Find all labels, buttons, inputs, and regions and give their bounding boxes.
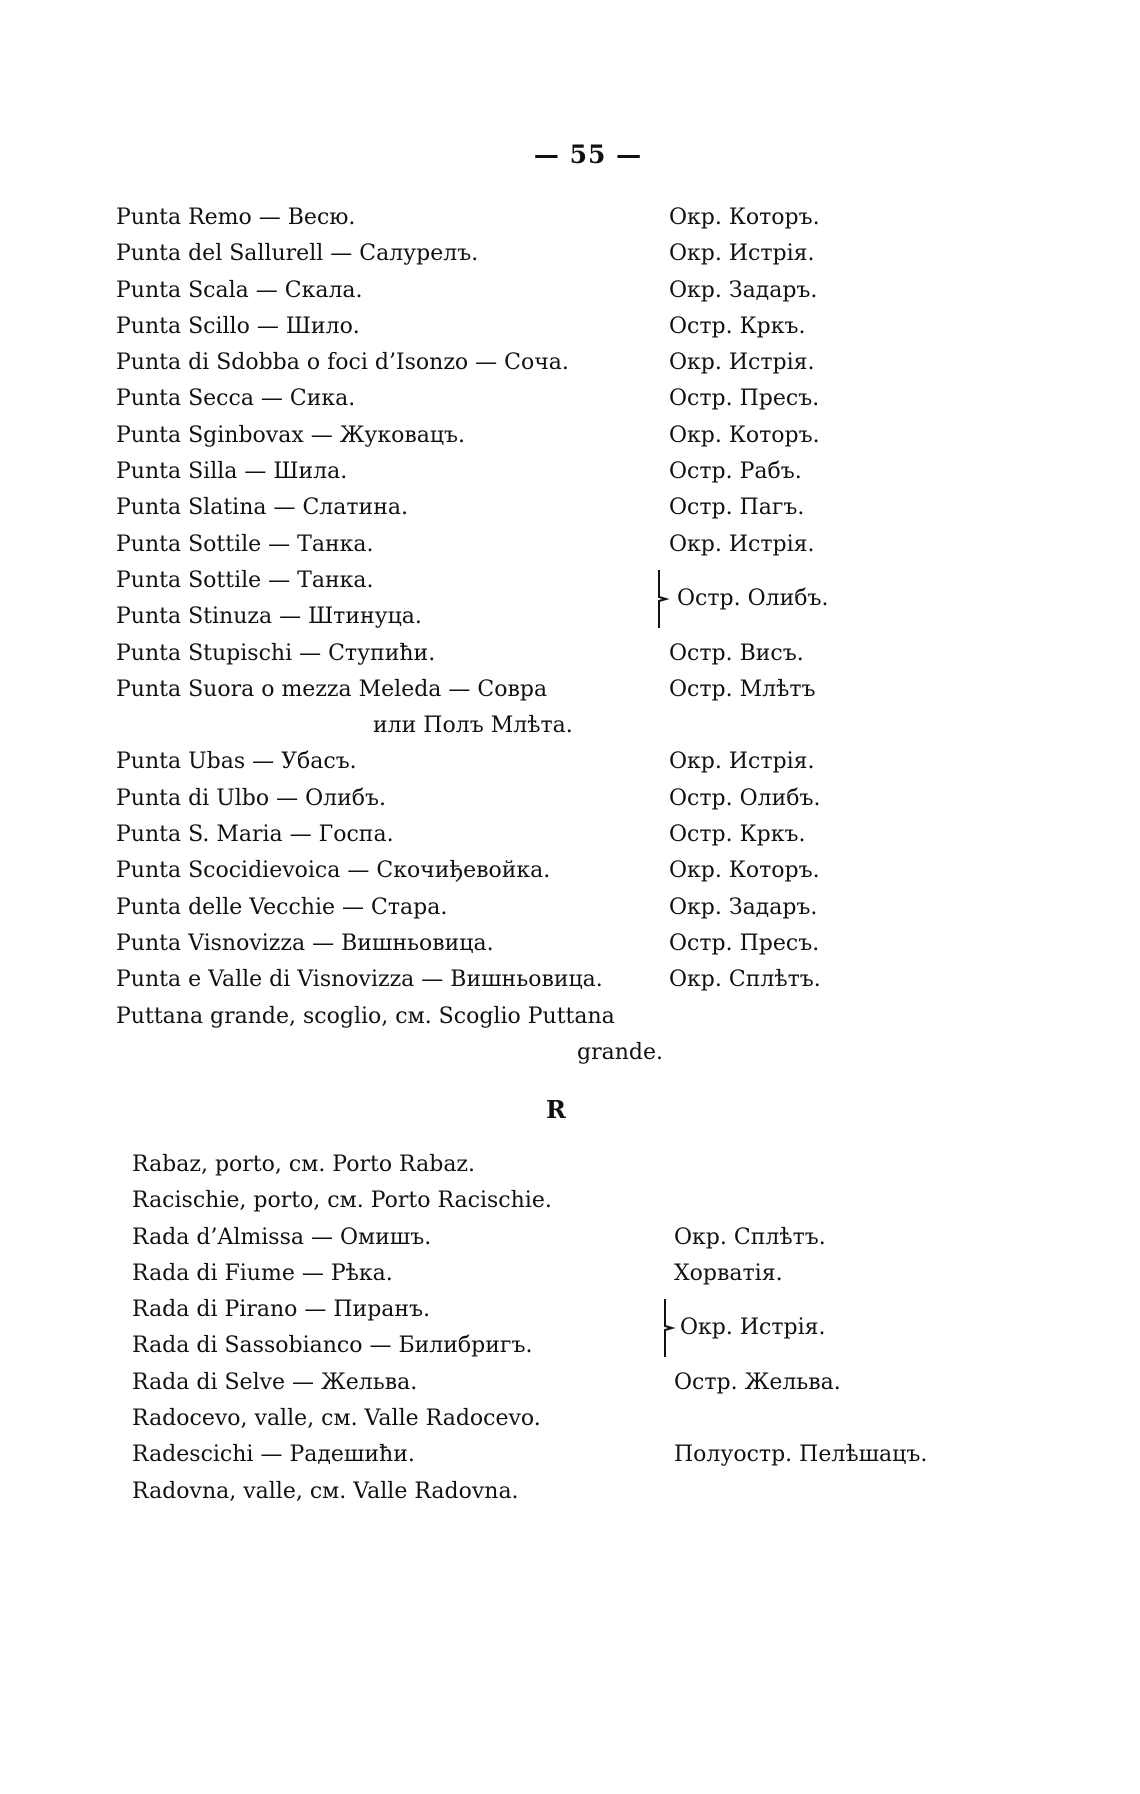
entry-name: Punta Sginbovax — Жуковацъ. xyxy=(116,422,466,448)
entry-name: Radovna, valle, см. Valle Radovna. xyxy=(132,1478,519,1504)
page-number: — 55 — xyxy=(533,140,643,169)
list-item xyxy=(132,1474,992,1510)
entry-name: Punta S. Maria — Госпа. xyxy=(116,822,394,848)
entry-region: Остр. Кркъ. xyxy=(669,822,806,848)
list-item xyxy=(116,999,976,1035)
entry-continuation: или Полъ Млѣта. xyxy=(373,713,573,739)
list-item xyxy=(116,926,976,962)
entry-continuation: grande. xyxy=(577,1039,663,1065)
entry-region: Полуостр. Пелѣшацъ. xyxy=(674,1442,928,1468)
entry-region: Остр. Олибъ. xyxy=(669,785,821,811)
entry-name: Punta Remo — Весю. xyxy=(116,205,356,230)
entry-region: Остр. Пагъ. xyxy=(669,495,805,521)
entry-name: Puttana grande, scoglio, см. Scoglio Puttana xyxy=(116,1003,615,1029)
entry-region: Окр. Которъ. xyxy=(669,422,820,448)
entry-name: Punta delle Vecchie — Стара. xyxy=(116,894,448,920)
entry-region: Окр. Которъ. xyxy=(669,205,820,230)
entry-name: Punta del Sallurell — Салурелъ. xyxy=(116,241,479,267)
list-item xyxy=(132,1292,992,1328)
entry-name: Rada di Fiume — Рѣка. xyxy=(132,1260,393,1286)
list-item xyxy=(116,381,976,417)
list-item xyxy=(116,599,976,635)
entry-region: Остр. Жельва. xyxy=(674,1369,841,1395)
entry-name: Punta e Valle di Visnovizza — Вишньовица. xyxy=(116,967,603,993)
entry-region: Окр. Истрія. xyxy=(669,749,815,775)
entry-region: Остр. Олибъ. xyxy=(677,585,829,611)
list-item xyxy=(116,636,976,672)
entry-name: Punta di Ulbo — Олибъ. xyxy=(116,785,387,811)
entry-region: Хорватія. xyxy=(674,1260,783,1286)
entry-name: Punta Secca — Сика. xyxy=(116,386,356,412)
entry-name: Rada d’Almissa — Омишъ. xyxy=(132,1224,432,1250)
entry-name: Rada di Selve — Жельва. xyxy=(132,1369,418,1395)
entry-region: Окр. Истрія. xyxy=(669,350,815,376)
list-item xyxy=(116,853,976,889)
entry-name: Punta Scala — Скала. xyxy=(116,277,363,303)
continuation-line xyxy=(116,708,976,744)
list-item xyxy=(116,454,976,490)
entry-region: Остр. Пресъ. xyxy=(669,930,820,956)
list-item xyxy=(132,1220,992,1256)
list-item xyxy=(116,200,976,236)
entry-region: Окр. Сплѣтъ. xyxy=(674,1224,826,1250)
list-item xyxy=(132,1401,992,1437)
list-item xyxy=(116,744,976,780)
entry-name: Punta Visnovizza — Вишньовица. xyxy=(116,930,494,956)
entry-region: Остр. Пресъ. xyxy=(669,386,820,412)
entry-region: Остр. Висъ. xyxy=(669,640,804,666)
list-item xyxy=(116,273,976,309)
entry-name: Rada di Pirano — Пиранъ. xyxy=(132,1297,431,1323)
entry-name: Punta Scillo — Шило. xyxy=(116,313,360,339)
entry-name: Punta di Sdobba o foci d’Isonzo — Соча. xyxy=(116,350,569,376)
list-item xyxy=(116,890,976,926)
entry-name: Radocevo, valle, см. Valle Radocevo. xyxy=(132,1406,541,1432)
list-item xyxy=(132,1328,992,1364)
list-item xyxy=(116,563,976,599)
list-item xyxy=(132,1256,992,1292)
entry-name: Punta Sottile — Танка. xyxy=(116,567,374,593)
list-item xyxy=(116,527,976,563)
entry-region: Остр. Рабъ. xyxy=(669,459,802,485)
list-item xyxy=(116,418,976,454)
entry-name: Punta Suora o mezza Meleda — Совра xyxy=(116,676,548,702)
entry-name: Punta Silla — Шила. xyxy=(116,459,348,485)
list-item xyxy=(116,236,976,272)
entry-name: Punta Ubas — Убасъ. xyxy=(116,749,357,775)
section-r-entries xyxy=(132,1147,992,1510)
list-item xyxy=(116,781,976,817)
entry-region: Окр. Истрія. xyxy=(680,1315,826,1341)
entry-region: Окр. Задаръ. xyxy=(669,277,818,303)
entry-name: Punta Sottile — Танка. xyxy=(116,531,374,557)
entry-name: Rabaz, porto, см. Porto Rabaz. xyxy=(132,1152,476,1177)
list-item xyxy=(116,490,976,526)
list-item xyxy=(116,309,976,345)
list-item xyxy=(116,672,976,708)
continuation-line xyxy=(116,1035,976,1071)
entry-region: Остр. Млѣтъ xyxy=(669,676,816,702)
entry-name: Punta Stinuza — Штинуца. xyxy=(116,604,422,630)
section-heading: R xyxy=(546,1095,566,1125)
list-item xyxy=(116,962,976,998)
list-item xyxy=(132,1183,992,1219)
brace-icon xyxy=(656,569,670,629)
entry-name: Punta Slatina — Слатина. xyxy=(116,495,408,521)
entry-region: Окр. Задаръ. xyxy=(669,894,818,920)
entry-region: Окр. Которъ. xyxy=(669,858,820,884)
entry-region: Окр. Сплѣтъ. xyxy=(669,967,821,993)
entry-name: Rada di Sassobianco — Билибригъ. xyxy=(132,1333,533,1359)
entry-region: Остр. Кркъ. xyxy=(669,313,806,339)
entry-name: Radescichi — Радешиħи. xyxy=(132,1442,415,1468)
bracket-group-istria xyxy=(132,1292,992,1365)
section-p-entries xyxy=(116,200,976,1149)
entry-region: Окр. Истрія. xyxy=(669,241,815,267)
list-item xyxy=(132,1147,992,1183)
brace-icon xyxy=(662,1298,676,1358)
bracket-group-olib xyxy=(116,563,976,636)
list-item xyxy=(116,817,976,853)
entry-name: Punta Scocidievoica — Скочиђевойка. xyxy=(116,858,551,884)
list-item xyxy=(132,1437,992,1473)
entry-region: Окр. Истрія. xyxy=(669,531,815,557)
entry-name: Punta Stupischi — Ступиħи. xyxy=(116,640,436,666)
list-item xyxy=(116,345,976,381)
entry-name: Racischie, porto, см. Porto Racischie. xyxy=(132,1188,552,1214)
list-item xyxy=(132,1365,992,1401)
